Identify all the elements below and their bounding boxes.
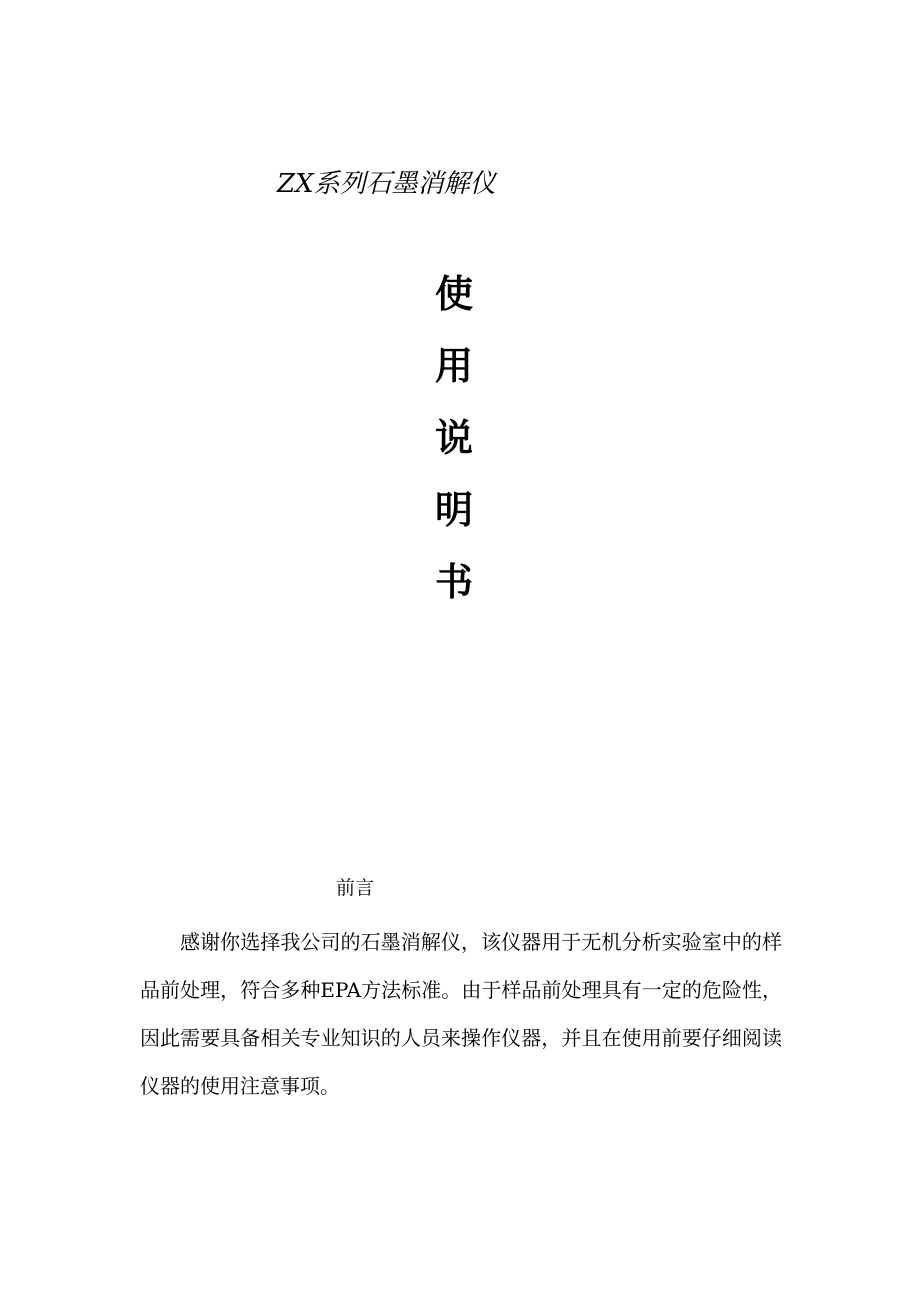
title-char: 明 xyxy=(434,488,473,532)
preface-heading: 前言 xyxy=(336,877,375,899)
preface-paragraph: 感谢你选择我公司的石墨消解仪，该仪器用于无机分析实验室中的样品前处理，符合多种EPA方法标准。由于样品前处理具有一定的危险性，因此需要具备相关专业知识的人员来操作仪器，并且在使用前要仔细阅读仪器的使用注意事项。 xyxy=(140,930,782,1098)
title-char: 使 xyxy=(434,272,473,316)
title-char: 用 xyxy=(434,344,473,388)
title-char: 书 xyxy=(434,560,473,604)
document-title xyxy=(432,268,476,628)
document-subtitle: ZX系列石墨消解仪 xyxy=(277,169,496,199)
title-char: 说 xyxy=(434,416,473,460)
